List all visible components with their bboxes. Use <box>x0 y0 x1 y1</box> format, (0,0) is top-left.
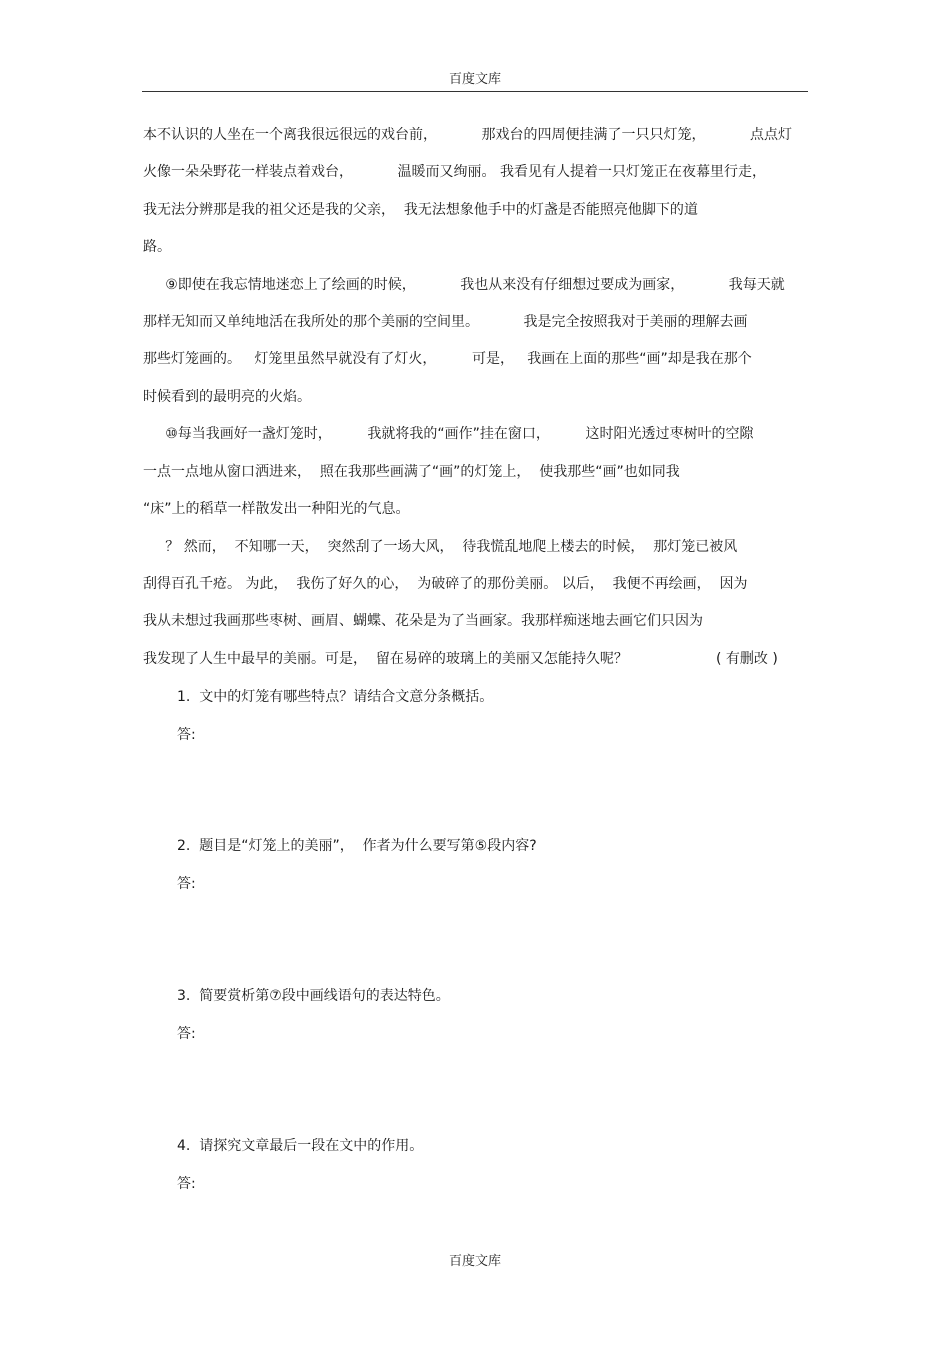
answer-label: 答: <box>177 876 196 892</box>
answer-label: 答: <box>177 1026 196 1042</box>
body-line: 我从未想过我画那些枣树、画眉、蝴蝶、花朵是为了当画家。我那样痴迷地去画它们只因为 <box>143 613 703 629</box>
question-text: 2. 题目是“灯笼上的美丽”， 作者为什么要写第⑤段内容? <box>177 838 537 854</box>
body-line: 火像一朵朵野花一样装点着戏台， 温暖而又绚丽。 我看见有人提着一只灯笼正在夜幕里行走， <box>143 164 766 180</box>
page-header: 百度文库 <box>448 72 501 87</box>
body-line: 路。 <box>143 239 171 255</box>
answer-label: 答: <box>177 727 196 743</box>
question-text: 1. 文中的灯笼有哪些特点？请结合文意分条概括。 <box>177 689 494 705</box>
body-line: 我发现了人生中最早的美丽。可是， 留在易碎的玻璃上的美丽又怎能持久呢？ <box>143 651 628 667</box>
body-line: “床”上的稻草一样散发出一种阳光的气息。 <box>143 501 410 517</box>
question-text: 4. 请探究文章最后一段在文中的作用。 <box>177 1138 424 1154</box>
body-line: 那样无知而又单纯地活在我所处的那个美丽的空间里。 我是完全按照我对于美丽的理解去画 <box>143 314 748 330</box>
body-line: 一点一点地从窗口洒进来， 照在我那些画满了“画”的灯笼上， 使我那些“画”也如同我 <box>143 464 680 480</box>
body-line: 刮得百孔千疮。 为此， 我伤了好久的心， 为破碎了的那份美丽。 以后， 我便不再绘画， 因为 <box>143 576 748 592</box>
question-text: 3. 简要赏析第⑦段中画线语句的表达特色。 <box>177 988 450 1004</box>
body-line: 我无法分辨那是我的祖父还是我的父亲， 我无法想象他手中的灯盏是否能照亮他脚下的道 <box>143 202 698 218</box>
body-line: ⑩每当我画好一盏灯笼时， 我就将我的“画作”挂在窗口， 这时阳光透过枣树叶的空隙 <box>143 426 754 442</box>
header-divider <box>142 91 808 92</box>
page-footer: 百度文库 <box>448 1254 501 1269</box>
source-note: ( 有删改 ) <box>716 651 778 667</box>
body-line: 时候看到的最明亮的火焰。 <box>143 389 311 405</box>
body-line: 本不认识的人坐在一个离我很远很远的戏台前， 那戏台的四周便挂满了一只只灯笼， 点点灯 <box>143 127 793 143</box>
answer-label: 答: <box>177 1176 196 1192</box>
body-line: ？ 然而， 不知哪一天， 突然刮了一场大风， 待我慌乱地爬上楼去的时候， 那灯笼已被风 <box>143 539 738 555</box>
body-line: ⑨即使在我忘情地迷恋上了绘画的时候， 我也从来没有仔细想过要成为画家， 我每天就 <box>143 277 785 293</box>
body-line: 那些灯笼画的。 灯笼里虽然早就没有了灯火， 可是， 我画在上面的那些“画”却是我在那个 <box>143 351 752 367</box>
